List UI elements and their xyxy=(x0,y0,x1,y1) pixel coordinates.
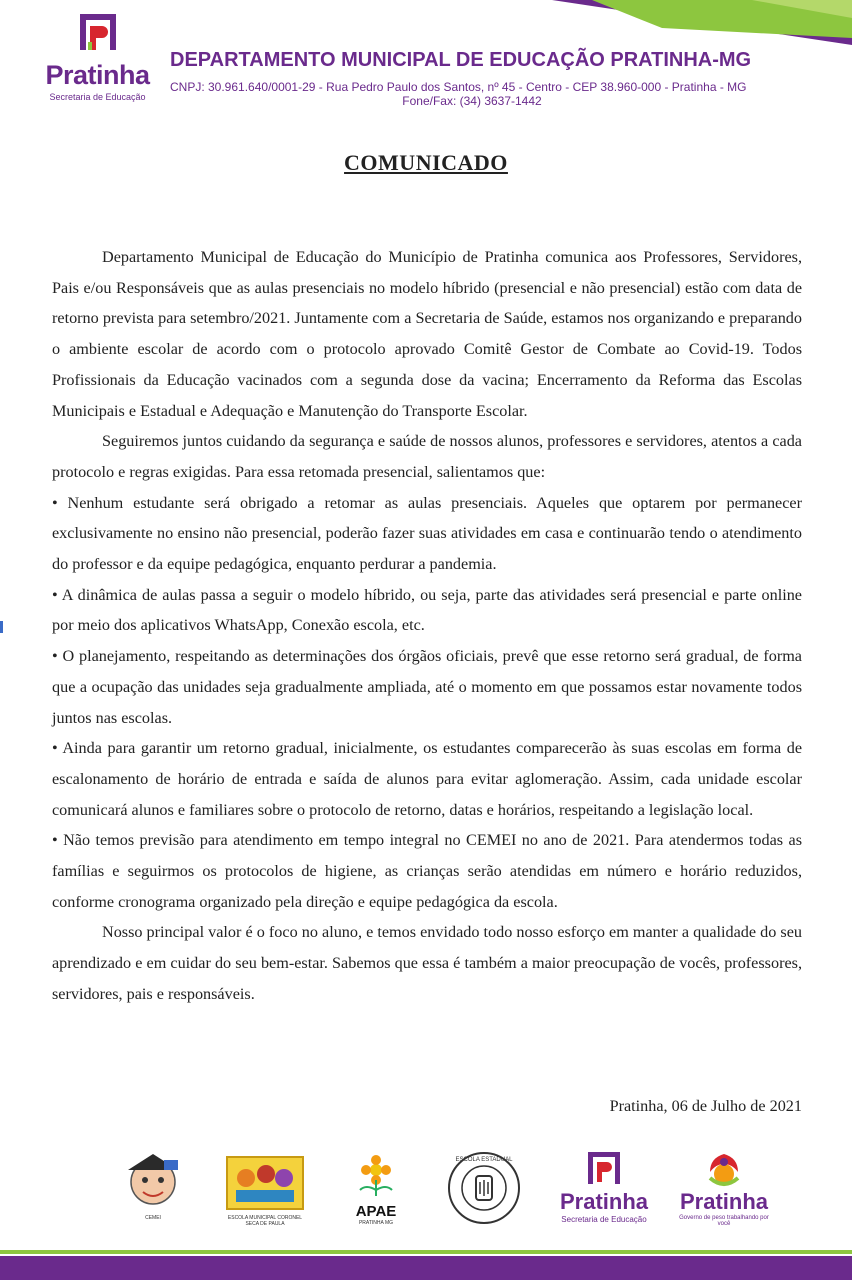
escola-estadual-seal xyxy=(446,1150,522,1226)
cemei-caption: CEMEI xyxy=(145,1215,161,1221)
bullet-item: • A dinâmica de aulas passa a seguir o modelo híbrido, ou seja, parte das atividades será presencial e parte online por meio dos aplicativos WhatsApp, Conexão escola, etc. xyxy=(52,585,802,635)
cemei-logo-icon xyxy=(118,1148,188,1210)
header-phone: Fone/Fax: (34) 3637-1442 xyxy=(402,94,542,108)
logo-subtitle: Secretaria de Educação xyxy=(49,92,146,102)
escola-estadual-seal-icon xyxy=(446,1150,522,1226)
bullet-item: • Não temos previsão para atendimento em tempo integral no CEMEI no ano de 2021. Para atendermos todas as famílias e seguirmos os protocolos de higiene, as crianças serão atendidas em número e horário reduzidos, conforme cronograma organizado pela direção e equipe pedagógica da escola. xyxy=(52,831,802,911)
pratinha-governo-sub: Governo de peso trabalhando por você xyxy=(679,1215,769,1227)
pratinha-secretaria-sub: Secretaria de Educação xyxy=(561,1215,647,1224)
bullet-item: • Ainda para garantir um retorno gradual, inicialmente, os estudantes comparecerão às suas escolas em forma de escalonamento de horário de entrada e saída de alunos para evitar aglomeração. Assim, cada unidade escolar comunicará alunos e familiares sobre o protocolo de retorno, datas e horários, respeitando a legislação local. xyxy=(52,739,802,819)
paragraph-closing: Nosso principal valor é o foco no aluno, e temos envidado todo nosso esforço em manter a qualidade do seu aprendizado e em cuidar do seu bem-estar. Sabemos que essa é também a maior preocupação de vocês, professores, servidores, pais e responsáveis. xyxy=(52,923,802,1003)
escola-estadual-seal-text: ESCOLA ESTADUAL xyxy=(455,1157,513,1163)
pratinha-logo xyxy=(40,12,155,102)
apae-flower-icon xyxy=(350,1154,402,1198)
document-body xyxy=(52,242,802,1010)
paragraph-intro: Departamento Municipal de Educação do Município de Pratinha comunica aos Professores, Servidores, Pais e/ou Responsáveis que as aulas presenciais no modelo híbrido (presencial e não presencial) estão com data de retorno prevista para setembro/2021. Juntamente com a Secretaria de Saúde, estamos nos organizando e preparando o ambiente escolar de acordo com o protocolo aprovado Comitê Gestor de Combate ao Covid-19. Todos Profissionais da Educação vacinados com a segunda dose da vacina; Encerramento da Reforma das Escolas Municipais e Estadual e Adequação e Manutenção do Transporte Escolar. xyxy=(52,248,802,420)
margin-marker xyxy=(0,621,3,633)
pratinha-governo-logo-icon xyxy=(672,1148,776,1188)
cemei-logo xyxy=(118,1148,188,1226)
pratinha-governo-logo xyxy=(672,1148,776,1226)
footer-green-line xyxy=(0,1250,852,1254)
pratinha-logo-icon xyxy=(78,12,118,56)
escola-municipal-logo xyxy=(226,1156,304,1226)
apae-sub: PRATINHA MG xyxy=(358,1220,394,1226)
header-address: CNPJ: 30.961.640/0001-29 - Rua Pedro Paulo dos Santos, nº 45 - Centro - CEP 38.960-000 - Pratinha - MG xyxy=(170,80,747,94)
paragraph-followup: Seguiremos juntos cuidando da segurança e saúde de nossos alunos, professores e servidores, atentos a cada protocolo e regras exigidas. Para essa retomada presencial, salientamos que: xyxy=(52,432,802,481)
escola-municipal-caption: ESCOLA MUNICIPAL CORONEL SECA DE PAULA xyxy=(227,1215,303,1227)
footer-purple-bar xyxy=(0,1256,852,1280)
pratinha-secretaria-logo-icon xyxy=(552,1150,656,1186)
apae-label: APAE xyxy=(355,1203,397,1220)
document-date: Pratinha, 06 de Julho de 2021 xyxy=(609,1097,802,1115)
pratinha-secretaria-logo xyxy=(552,1150,656,1226)
escola-municipal-logo-icon xyxy=(226,1156,304,1210)
apae-logo xyxy=(350,1154,402,1226)
document-title: COMUNICADO xyxy=(344,150,508,175)
pratinha-governo-word: Pratinha xyxy=(679,1189,769,1214)
header-title: DEPARTAMENTO MUNICIPAL DE EDUCAÇÃO PRATINHA-MG xyxy=(170,49,752,71)
pratinha-secretaria-word: Pratinha xyxy=(559,1189,649,1214)
bullet-item: • Nenhum estudante será obrigado a retomar as aulas presenciais. Aqueles que optarem por permanecer exclusivamente no ensino não presencial, poderão fazer suas atividades em casa e continuarão tendo o atendimento do professor e da equipe pedagógica, enquanto perdurar a pandemia. xyxy=(52,493,802,574)
footer-logos xyxy=(0,1148,852,1228)
bullet-item: • O planejamento, respeitando as determinações dos órgãos oficiais, prevê que esse retorno será gradual, de forma que a ocupação das unidades seja gradualmente ampliada, até o momento em que possamos estar novamente todos juntos nas escolas. xyxy=(52,647,802,727)
logo-wordmark: Pratinha xyxy=(45,60,150,90)
